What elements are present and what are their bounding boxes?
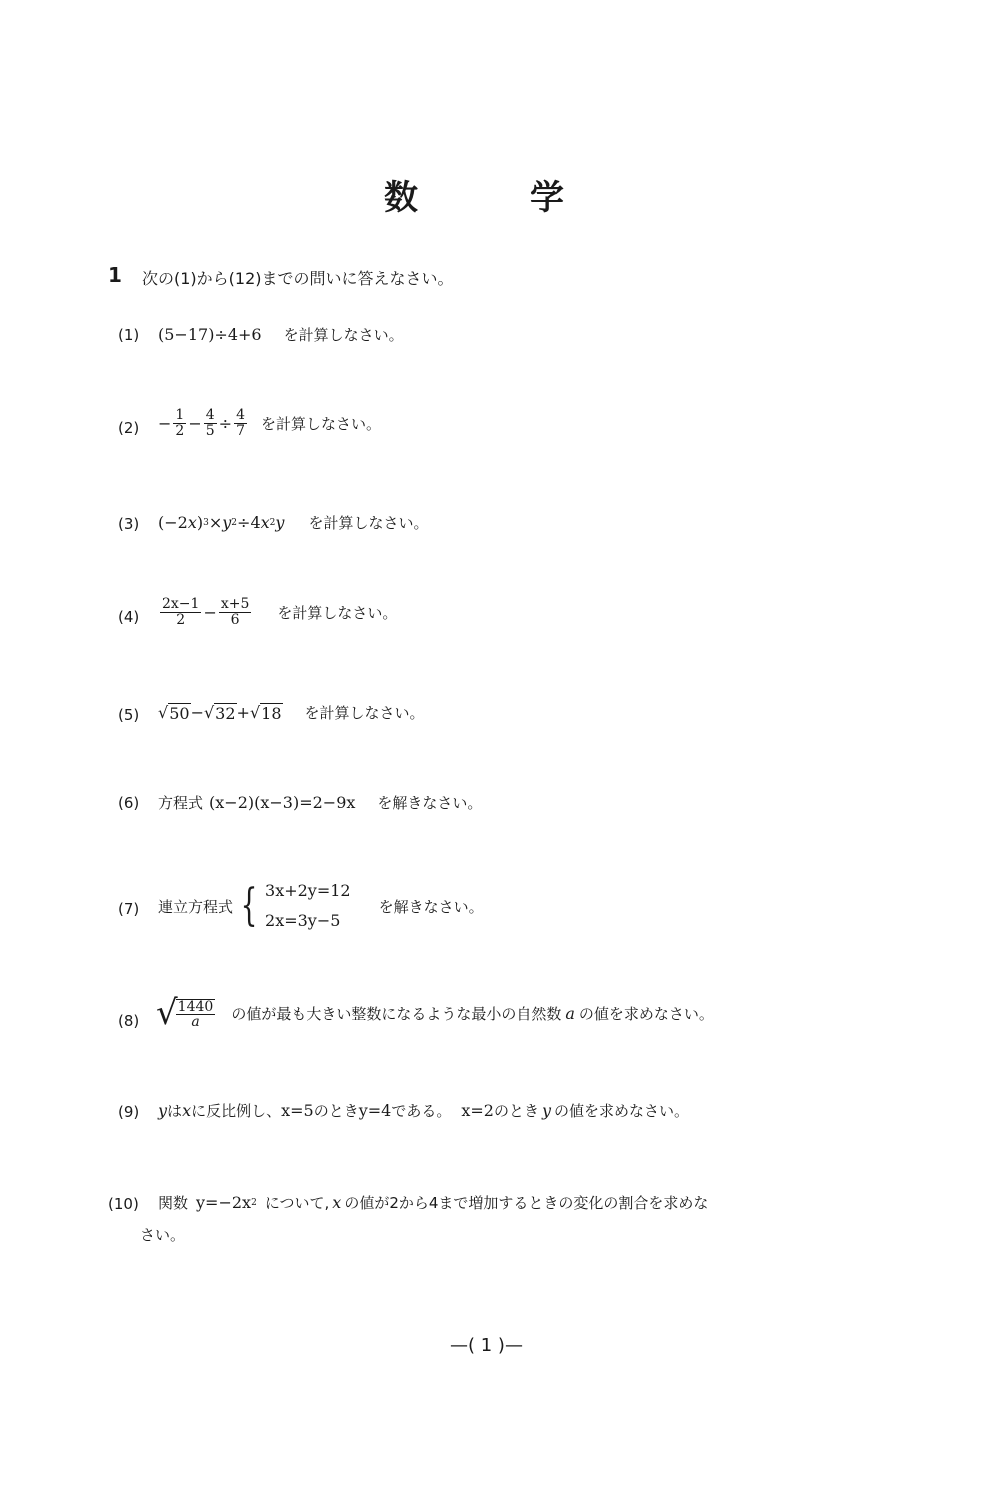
- q1-instruction: を計算しなさい。: [283, 326, 404, 344]
- q3-div: ÷4: [237, 513, 261, 532]
- q4-f2-denominator: 6: [230, 611, 240, 628]
- q10-line-2: さい。: [140, 1226, 186, 1244]
- q10-number: (10): [108, 1195, 139, 1213]
- q7-system: [233, 876, 351, 936]
- q3-times: ×: [208, 513, 223, 532]
- q9-condition: x=5: [281, 1101, 314, 1120]
- q8-sqrt-sign: √: [156, 993, 178, 1033]
- q4-f1-numerator: 2x−1: [162, 596, 200, 612]
- q2-instruction: を計算しなさい。: [260, 414, 381, 433]
- q8-a: a: [565, 1003, 575, 1023]
- title-char-2: 学: [530, 178, 564, 218]
- q7-equation-1: 3x+2y=12: [265, 881, 351, 900]
- q5-sqrt-2: √ 32: [203, 702, 236, 723]
- q9-t5: のとき: [493, 1102, 539, 1120]
- page-title: [384, 170, 564, 219]
- q8-fraction: [176, 1000, 216, 1030]
- q2-f1-denominator: 2: [175, 422, 185, 439]
- q6-instruction: を解きなさい。: [377, 794, 483, 812]
- q9-body: [158, 1100, 689, 1121]
- q3-part-1: (−2: [158, 513, 188, 532]
- q3-exp-3: 3: [203, 517, 209, 528]
- q5-number: (5): [118, 706, 140, 724]
- q4-f2-numerator: x+5: [220, 596, 250, 612]
- q5-radicand-3: 18: [261, 703, 282, 723]
- q9-x2: x=2: [461, 1101, 494, 1120]
- q4-instruction: を計算しなさい。: [277, 603, 398, 622]
- q4-fraction-1: [160, 597, 201, 627]
- q9-y2: y: [542, 1101, 552, 1120]
- q3-instruction: を計算しなさい。: [308, 514, 429, 532]
- q9-y-value: y=4: [358, 1101, 392, 1120]
- q10-label: 関数: [158, 1194, 189, 1212]
- q3-part-2: ): [196, 513, 204, 532]
- q3-x: x: [187, 513, 197, 532]
- q2-f1-numerator: 1: [175, 407, 185, 423]
- q9-number: (9): [118, 1103, 140, 1121]
- q2-minus: −: [158, 413, 172, 433]
- q3-exp-2: 2: [231, 517, 238, 528]
- q5-radicand-2: 32: [215, 703, 236, 723]
- q7-brace: {: [240, 880, 258, 931]
- q10-function: y=−2x: [196, 1193, 252, 1212]
- q2-fraction-1: [173, 408, 186, 438]
- q3-body: [158, 512, 428, 533]
- q3-x2: x: [260, 513, 270, 532]
- q9-x: x: [182, 1101, 192, 1120]
- q10-t2: の値が2から4まで増加するときの変化の割合を求めな: [344, 1194, 709, 1212]
- q8-number: (8): [118, 1012, 140, 1030]
- q4-op: −: [203, 602, 217, 622]
- q6-expression: (x−2)(x−3)=2−9x: [209, 793, 356, 812]
- section-number: 1: [108, 263, 122, 287]
- q9-t1: は: [167, 1102, 183, 1120]
- q7-equations: [265, 876, 351, 936]
- q7-body: [158, 876, 484, 936]
- q2-f2-numerator: 4: [205, 407, 215, 423]
- title-char-1: 数: [384, 178, 418, 218]
- q2-div: ÷: [218, 413, 233, 433]
- q2-f2-denominator: 5: [205, 422, 215, 439]
- q5-sqrt-1: √ 50: [158, 702, 190, 723]
- q1-body: [158, 324, 404, 345]
- q10-exp: 2: [251, 1197, 257, 1208]
- q6-label: 方程式: [158, 794, 204, 812]
- q10-body: [158, 1192, 708, 1213]
- q4-body: [158, 597, 397, 627]
- q7-number: (7): [118, 900, 140, 918]
- q7-label: 連立方程式: [158, 897, 234, 916]
- q10-x: x: [332, 1193, 342, 1212]
- q3-y: y: [222, 513, 232, 532]
- q6-body: [158, 792, 482, 813]
- q3-exp-2b: 2: [269, 517, 276, 528]
- q8-body: [156, 993, 714, 1033]
- q5-instruction: を計算しなさい。: [304, 704, 425, 722]
- q5-sqrt-3: √ 18: [249, 702, 282, 723]
- q1-number: (1): [118, 326, 140, 344]
- q2-fraction-2: [204, 408, 217, 438]
- q2-fraction-3: [234, 408, 247, 438]
- q8-denominator: a: [191, 1014, 200, 1031]
- q9-t6: の値を求めなさい。: [554, 1102, 690, 1120]
- q10-t1: について,: [264, 1194, 330, 1212]
- q5-radicand-1: 50: [169, 703, 190, 723]
- q1-expression: (5−17)÷4+6: [158, 325, 262, 344]
- q8-text-2: の値を求めなさい。: [578, 1004, 714, 1023]
- q2-op: −: [188, 413, 202, 433]
- q8-text-1: の値が最も大きい整数になるような最小の自然数: [231, 1004, 562, 1023]
- q8-sqrt: [156, 993, 215, 1033]
- q3-number: (3): [118, 515, 140, 533]
- q9-t2: に反比例し、: [191, 1102, 282, 1120]
- page-number: —( 1 )—: [450, 1335, 523, 1356]
- q2-f3-numerator: 4: [236, 407, 245, 423]
- q9-t4: である。: [391, 1102, 452, 1120]
- q4-f1-denominator: 2: [176, 611, 186, 628]
- q9-y: y: [158, 1101, 168, 1120]
- q2-f3-denominator: 7: [236, 422, 245, 439]
- q7-instruction: を解きなさい。: [378, 897, 484, 916]
- q2-number: (2): [118, 419, 140, 437]
- q5-plus: +: [236, 703, 250, 722]
- q3-y2: y: [275, 513, 285, 532]
- q7-equation-2: 2x=3y−5: [265, 911, 341, 930]
- q4-fraction-2: [219, 597, 252, 627]
- q5-minus: −: [190, 703, 204, 722]
- q5-body: [158, 702, 425, 723]
- q8-numerator: 1440: [177, 998, 214, 1015]
- q9-t3: のとき: [313, 1102, 359, 1120]
- section-instruction: 次の(1)から(12)までの問いに答えなさい。: [142, 269, 454, 288]
- q2-body: [158, 408, 381, 438]
- q6-number: (6): [118, 794, 140, 812]
- q8-radicand: [176, 999, 216, 1030]
- q4-number: (4): [118, 608, 140, 626]
